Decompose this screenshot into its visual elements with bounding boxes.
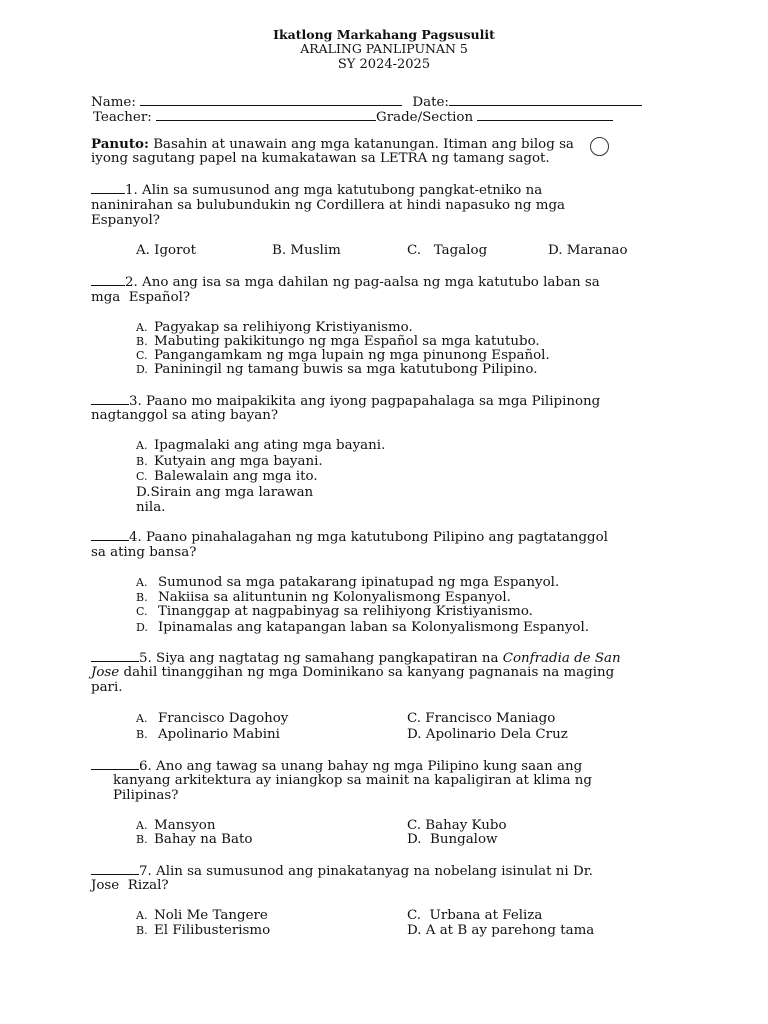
choice-letter: A.	[136, 712, 148, 725]
choice-letter: A.	[136, 576, 148, 589]
choice-text: Ipagmalaki ang ating mga bayani.	[154, 438, 386, 453]
name-field	[91, 94, 642, 110]
q4-choice-b[interactable]	[136, 590, 511, 605]
instructions-text2: iyong sagutang papel na kumakatawan sa LETRA ng tamang sagot.	[91, 151, 550, 166]
question-2-line1: 2. Ano ang isa sa mga dahilan ng pag-aalsa ng mga katutubo laban sa	[125, 275, 600, 290]
answer-blank-5[interactable]	[91, 650, 139, 662]
question-6-line1: 6. Ano ang tawag sa unang bahay ng mga Pilipino kung saan ang	[139, 759, 583, 774]
teacher-field	[93, 109, 613, 125]
question-6	[91, 758, 582, 774]
question-3-line1: 3. Paano mo maipakikita ang iyong pagpapahalaga sa mga Pilipinong	[129, 394, 601, 409]
q5-choice-a[interactable]	[136, 711, 288, 726]
q7-choice-a[interactable]	[136, 908, 268, 923]
q7-choice-c[interactable]: C. Urbana at Feliza	[407, 908, 543, 923]
question-7	[91, 863, 593, 879]
q1-choice-b[interactable]: B. Muslim	[272, 243, 341, 258]
q7-choice-d[interactable]: D. A at B ay parehong tama	[407, 923, 595, 938]
choice-letter: C.	[136, 470, 148, 483]
choice-text: Paniningil ng tamang buwis sa mga katutubong Pilipino.	[154, 362, 538, 377]
grade-blank[interactable]	[477, 109, 613, 121]
question-5-line2-text: dahil tinanggihan ng mga Dominikano sa kanyang pagnanais na maging	[119, 665, 615, 680]
teacher-label: Teacher:	[93, 110, 152, 125]
question-1	[91, 182, 542, 198]
bubble-circle-icon	[590, 137, 609, 156]
question-1-line1: 1. Alin sa sumusunod ang mga katutubong pangkat-etniko na	[125, 183, 543, 198]
choice-text: El Filibusterismo	[154, 923, 271, 938]
choice-text: Tinanggap at nagpabinyag sa relihiyong Kristiyanismo.	[158, 604, 533, 619]
q3-choice-d[interactable]	[136, 485, 313, 500]
q1-choice-c[interactable]: C. Tagalog	[407, 243, 488, 258]
choice-letter: B.	[136, 591, 148, 604]
date-label: Date:	[412, 95, 449, 110]
choice-text: Kutyain ang mga bayani.	[154, 454, 323, 469]
answer-blank-1[interactable]	[91, 182, 125, 194]
answer-blank-6[interactable]	[91, 758, 139, 770]
choice-letter: D.	[136, 485, 151, 500]
q5-choice-c[interactable]: C. Francisco Maniago	[407, 711, 556, 726]
name-blank[interactable]	[140, 94, 402, 106]
q4-choice-c[interactable]	[136, 604, 533, 619]
q5-choice-b[interactable]	[136, 727, 280, 742]
question-3	[91, 393, 600, 409]
question-3-line2: nagtanggol sa ating bayan?	[91, 408, 279, 423]
choice-letter: A.	[136, 321, 148, 334]
name-label: Name:	[91, 95, 136, 110]
choice-text: Nakiisa sa alituntunin ng Kolonyalismong Espanyol.	[158, 590, 511, 605]
q2-choice-c[interactable]	[136, 348, 550, 363]
subject-title: ARALING PANLIPUNAN 5	[300, 41, 468, 56]
choice-text: Mabuting pakikitungo ng mga Español sa mga katutubo.	[154, 334, 540, 349]
choice-letter: B.	[136, 728, 148, 741]
q1-choice-a[interactable]: A. Igorot	[136, 243, 196, 258]
choice-letter: D.	[136, 363, 148, 376]
question-7-line1: 7. Alin sa sumusunod ang pinakatanyag na nobelang isinulat ni Dr.	[139, 864, 593, 879]
q2-choice-b[interactable]	[136, 334, 540, 349]
q6-choice-a[interactable]	[136, 818, 215, 833]
choice-letter: B.	[136, 335, 148, 348]
question-5-line2	[91, 665, 614, 680]
q4-choice-a[interactable]	[136, 575, 559, 590]
question-2-line2: mga Español?	[91, 290, 191, 305]
question-5-italic: Confradia de San	[502, 651, 621, 666]
choice-text: Balewalain ang mga ito.	[154, 469, 318, 484]
q7-choice-b[interactable]	[136, 923, 270, 938]
question-5-italic2: Jose	[91, 665, 120, 680]
school-year: SY 2024-2025	[337, 57, 431, 72]
q3-choice-c[interactable]	[136, 469, 318, 484]
choice-letter: C.	[136, 605, 148, 618]
choice-text: Apolinario Mabini	[158, 727, 280, 742]
choice-letter: B.	[136, 833, 148, 846]
question-4-line1: 4. Paano pinahalagahan ng mga katutubong Pilipino ang pagtatanggol	[129, 530, 608, 545]
question-5-line1: 5. Siya ang nagtatag ng samahang pangkapatiran na	[139, 651, 503, 666]
q2-choice-a[interactable]	[136, 320, 413, 335]
exam-title: Ikatlong Markahang Pagsusulit	[273, 27, 495, 42]
answer-blank-3[interactable]	[91, 393, 129, 405]
choice-text: Bahay na Bato	[154, 832, 253, 847]
q3-choice-d-cont: nila.	[136, 500, 166, 515]
question-7-line2: Jose Rizal?	[91, 878, 169, 893]
grade-label: Grade/Section	[376, 110, 474, 125]
choice-text: Pagyakap sa relihiyong Kristiyanismo.	[154, 320, 413, 335]
question-1-line2: naninirahan sa bulubundukin ng Cordillera at hindi napasuko ng mga	[91, 198, 566, 213]
q1-choice-d[interactable]: D. Maranao	[548, 243, 628, 258]
choice-letter: A.	[136, 819, 148, 832]
q6-choice-b[interactable]	[136, 832, 252, 847]
date-blank[interactable]	[449, 94, 642, 106]
question-6-line3: Pilipinas?	[113, 788, 179, 803]
q6-choice-d[interactable]: D. Bungalow	[407, 832, 498, 847]
choice-text: Noli Me Tangere	[154, 908, 268, 923]
q3-choice-a[interactable]	[136, 438, 385, 453]
answer-blank-4[interactable]	[91, 529, 129, 541]
choice-letter: D.	[136, 621, 148, 634]
q3-choice-b[interactable]	[136, 454, 323, 469]
choice-letter: A.	[136, 439, 148, 452]
question-4	[91, 529, 608, 545]
q4-choice-d[interactable]	[136, 620, 589, 635]
question-2	[91, 274, 600, 290]
choice-letter: B.	[136, 455, 148, 468]
choice-text: Francisco Dagohoy	[158, 711, 289, 726]
answer-blank-7[interactable]	[91, 863, 139, 875]
q6-choice-c[interactable]: C. Bahay Kubo	[407, 818, 507, 833]
answer-blank-2[interactable]	[91, 274, 125, 286]
question-5	[91, 650, 621, 666]
question-4-line2: sa ating bansa?	[91, 545, 197, 560]
question-1-line3: Espanyol?	[91, 213, 160, 228]
question-6-line2: kanyang arkitektura ay iniangkop sa mainit na kapaligiran at klima ng	[113, 773, 593, 788]
choice-letter: C.	[136, 349, 148, 362]
q2-choice-d[interactable]	[136, 362, 537, 377]
instructions-text1: Basahin at unawain ang mga katanungan. Itiman ang bilog sa	[153, 137, 574, 152]
choice-text: Sirain ang mga larawan	[150, 485, 314, 500]
instructions-line1	[91, 136, 574, 152]
choice-text: Mansyon	[154, 818, 216, 833]
teacher-blank[interactable]	[156, 109, 376, 121]
choice-text: Pangangamkam ng mga lupain ng mga pinunong Español.	[154, 348, 550, 363]
choice-text: Ipinamalas ang katapangan laban sa Kolonyalismong Espanyol.	[158, 620, 590, 635]
choice-letter: B.	[136, 924, 148, 937]
question-5-line3: pari.	[91, 680, 123, 695]
choice-text: Sumunod sa mga patakarang ipinatupad ng mga Espanyol.	[158, 575, 560, 590]
choice-letter: A.	[136, 909, 148, 922]
instructions-label: Panuto:	[91, 136, 149, 152]
q5-choice-d[interactable]: D. Apolinario Dela Cruz	[407, 727, 568, 742]
